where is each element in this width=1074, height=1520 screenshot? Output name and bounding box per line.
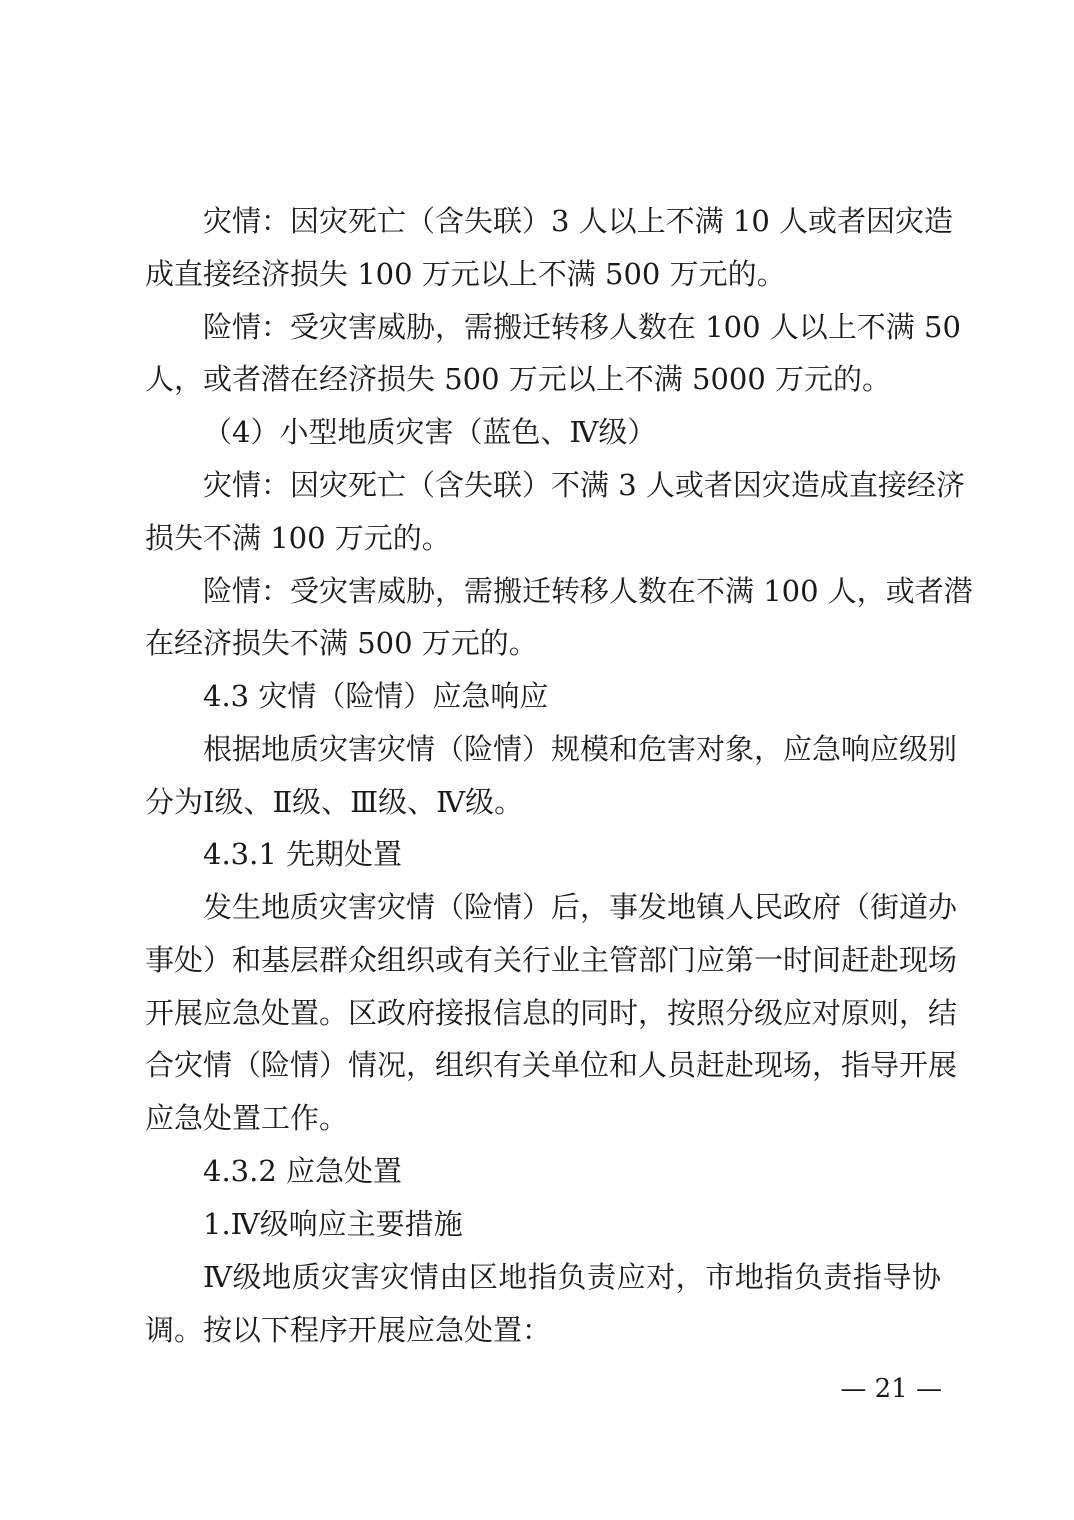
paragraph-line: 险情：受灾害威胁，需搬迁转移人数在 100 人以上不满 50 [203, 310, 961, 344]
page-number: — 21 — [840, 1374, 942, 1404]
section-heading: 1.Ⅳ级响应主要措施 [203, 1207, 463, 1241]
paragraph-line: 发生地质灾害灾情（险情）后，事发地镇人民政府（街道办 [203, 890, 958, 924]
section-heading: 4.3 灾情（险情）应急响应 [203, 679, 549, 713]
paragraph-line: 损失不满 100 万元的。 [145, 521, 451, 555]
section-heading: 4.3.2 应急处置 [203, 1154, 403, 1188]
paragraph-line: Ⅳ级地质灾害灾情由区地指负责应对，市地指负责指导协 [203, 1260, 941, 1294]
paragraph-line: 在经济损失不满 500 万元的。 [145, 626, 538, 660]
section-heading: 4.3.1 先期处置 [203, 837, 403, 871]
paragraph-line: 开展应急处置。区政府接报信息的同时，按照分级应对原则，结 [145, 996, 958, 1030]
paragraph-line: 应急处置工作。 [145, 1101, 349, 1135]
paragraph-line: 根据地质灾害灾情（险情）规模和危害对象，应急响应级别 [203, 732, 958, 766]
paragraph-line: 调。按以下程序开展应急处置： [145, 1313, 552, 1347]
section-heading: （4）小型地质灾害（蓝色、Ⅳ级） [203, 415, 657, 449]
paragraph-line: 灾情：因灾死亡（含失联）不满 3 人或者因灾造成直接经济 [203, 468, 965, 502]
paragraph-line: 事处）和基层群众组织或有关行业主管部门应第一时间赶赴现场 [145, 943, 958, 977]
paragraph-line: 险情：受灾害威胁，需搬迁转移人数在不满 100 人，或者潜 [203, 574, 973, 608]
paragraph-line: 成直接经济损失 100 万元以上不满 500 万元的。 [145, 257, 786, 291]
paragraph-line: 人，或者潜在经济损失 500 万元以上不满 5000 万元的。 [145, 362, 892, 396]
paragraph-line: 合灾情（险情）情况，组织有关单位和人员赶赴现场，指导开展 [145, 1048, 958, 1082]
paragraph-line: 灾情：因灾死亡（含失联）3 人以上不满 10 人或者因灾造 [203, 204, 954, 238]
paragraph-line: 分为Ⅰ级、Ⅱ级、Ⅲ级、Ⅳ级。 [145, 785, 524, 819]
